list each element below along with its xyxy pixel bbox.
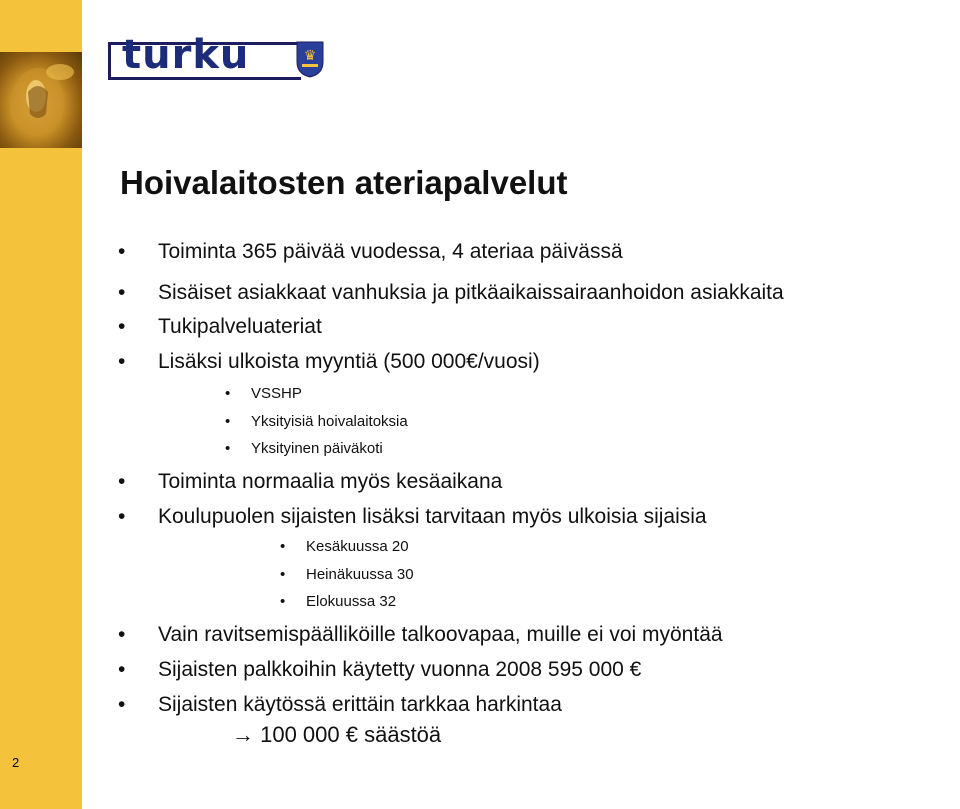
bullet-icon: • — [225, 385, 231, 402]
bullet-text: Tukipalveluateriat — [158, 315, 322, 338]
sidebar-decoration — [0, 0, 82, 809]
bullet-text: Yksityinen päiväkoti — [251, 440, 383, 457]
slide-title: Hoivalaitosten ateriapalvelut — [120, 164, 568, 201]
bullet-icon: • — [118, 350, 126, 373]
bullet-icon: • — [118, 693, 126, 716]
svg-text:♛: ♛ — [303, 48, 317, 64]
bullet-text: Lisäksi ulkoista myyntiä (500 000€/vuosi) — [158, 350, 540, 373]
turku-coat-of-arms-icon — [296, 40, 324, 78]
bullet-text: Sijaisten palkkoihin käytetty vuonna 2008 595 000 € — [158, 658, 642, 681]
bullet-text: Yksityisiä hoivalaitoksia — [251, 413, 408, 430]
savings-line: → 100 000 € säästöä — [232, 722, 442, 747]
bullet-icon: • — [225, 440, 231, 457]
bullet-text: Sijaisten käytössä erittäin tarkkaa harkintaa — [158, 693, 562, 716]
bullet-text: Koulupuolen sijaisten lisäksi tarvitaan myös ulkoisia sijaisia — [158, 505, 707, 528]
bullet-icon: • — [280, 538, 286, 555]
bullet-icon: • — [118, 505, 126, 528]
bullet-icon: • — [118, 470, 126, 493]
bullet-icon: • — [225, 413, 231, 430]
turku-logo — [108, 32, 328, 82]
bullet-icon: • — [280, 593, 286, 610]
bullet-icon: • — [118, 623, 126, 646]
bullet-icon: • — [280, 566, 286, 583]
brass-vessel-icon — [0, 52, 82, 148]
bullet-icon: • — [118, 281, 126, 304]
logo-text: turku — [122, 32, 250, 78]
bullet-text: Toiminta normaalia myös kesäaikana — [158, 470, 503, 493]
bullet-text: VSSHP — [251, 385, 302, 402]
bullet-text: Toiminta 365 päivää vuodessa, 4 ateriaa päivässä — [158, 240, 623, 263]
bullet-text: Elokuussa 32 — [306, 593, 397, 610]
bullet-text: Heinäkuussa 30 — [306, 566, 414, 583]
bullet-icon: • — [118, 658, 126, 681]
bullet-text: Kesäkuussa 20 — [306, 538, 409, 555]
sidebar-photo — [0, 52, 82, 148]
bullet-icon: • — [118, 240, 126, 263]
bullet-text: Vain ravitsemispäälliköille talkoovapaa, muille ei voi myöntää — [158, 623, 723, 646]
page-number: 2 — [12, 755, 20, 770]
bullet-text: Sisäiset asiakkaat vanhuksia ja pitkäaikaissairaanhoidon asiakkaita — [158, 281, 784, 304]
bullet-icon: • — [118, 315, 126, 338]
